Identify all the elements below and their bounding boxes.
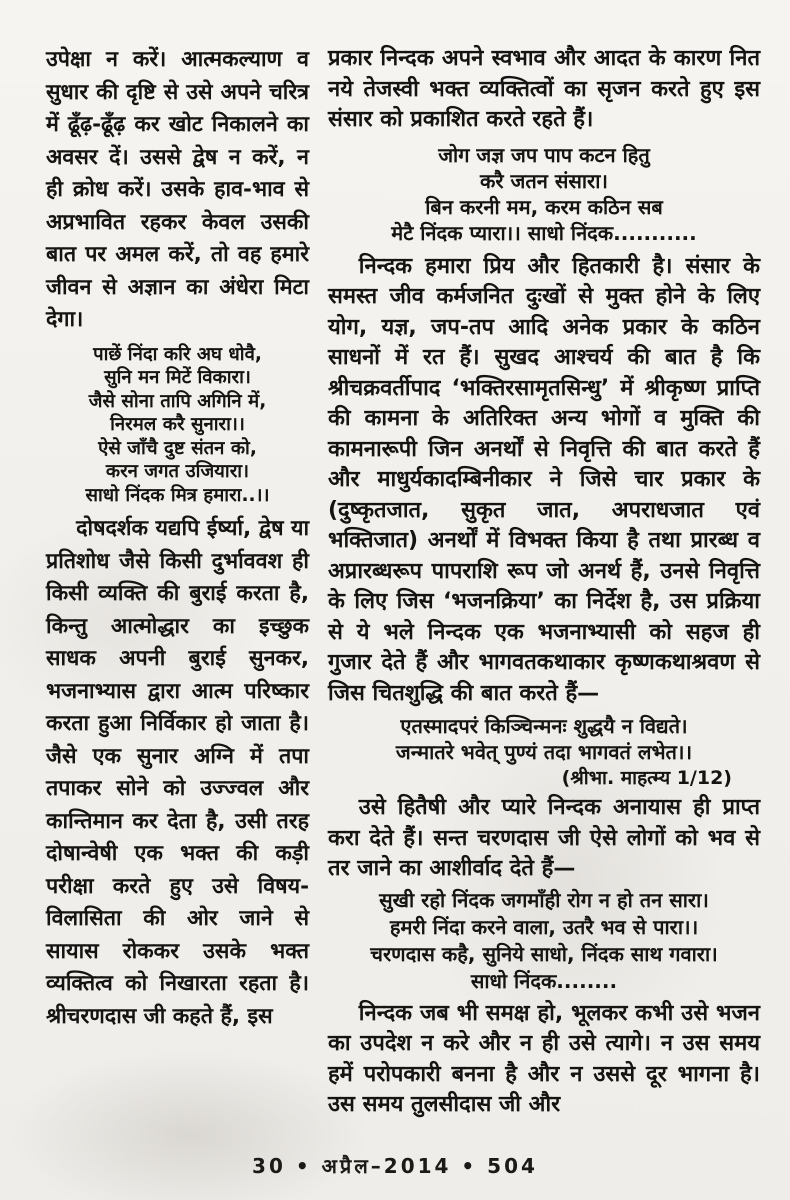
verse-line: मेटै निंदक प्यारा।। साधो निंदक........... (391, 220, 697, 245)
right-paragraph-1: प्रकार निन्दक अपने स्वभाव और आदत के कारण नित नये तेजस्वी भक्त व्यक्तित्वों का सृजन करते हुए इस संसार को प्रकाशित करते रहते हैं। (328, 46, 760, 132)
left-paragraph-2: दोषदर्शक यद्यपि ईर्ष्या, द्वेष या प्रतिशोध जैसे किसी दुर्भाववश ही किसी व्यक्ति की बुराई करता है, किन्तु आत्मोद्धार का इच्छुक साधक अपनी बुराई सुनकर, भजनाभ्यास द्वारा आत्म परिष्कार करता हुआ निर्विकार हो जाता है। जैसे एक सुनार अग्नि में तपा तपाकर सोने को उज्ज्वल और कान्तिमान कर देता है, उसी तरह दोषान्वेषी एक भक्त की कड़ी परीक्षा करते हुए उसे विषय-विलासिता की ओर जाने से सायास रोककर उसके भक्त व्यक्तित्व को निखारता रहता है। श्रीचरणदास जी कहते हैं, इस (46, 516, 310, 1029)
verse-line: सुनि मन मिटें विकारा। (104, 367, 251, 388)
left-verse-nindak-mitra (46, 343, 309, 508)
verse-line: जैसे सोना तापि अगिनि में, (88, 390, 267, 412)
right-column (328, 44, 760, 1121)
left-column (46, 44, 309, 1033)
verse-line: जोग जज्ञ जप पाप कटन हितु (438, 142, 650, 167)
verse-line: साधो निंदक........ (470, 968, 618, 993)
verse-line: जन्मातरे भवेत् पुण्यं तदा भागवतं लभेत।। (395, 740, 693, 764)
verse-line: बिन करनी मम, करम कठिन सब (425, 194, 663, 219)
verse-line: साधो निंदक मित्र हमारा..।। (85, 484, 270, 506)
page-footer: 30 • अप्रैल–2014 • 504 (252, 1154, 538, 1178)
sanskrit-shloka (328, 713, 760, 791)
verse-line: चरणदास कहै, सुनिये साधो, निंदक साथ गवारा। (370, 941, 718, 966)
right-verse-jog-jagya (328, 142, 760, 246)
left-paragraph-1: उपेक्षा न करें। आत्मकल्याण व सुधार की दृष्टि से उसे अपने चरित्र में ढूँढ़-ढूँढ़ कर खोट निकालने का अवसर दें। उससे द्वेष न करें, न ही क्रोध करें। उसके हाव-भाव से अप्रभावित रहकर केवल उसकी बात पर अमल करें, तो वह हमारे जीवन से अज्ञान का अंधेरा मिटा देगा। (46, 47, 309, 332)
verse-line: ऐसे जाँचै दुष्ट संतन को, (98, 437, 257, 459)
verse-line: पाछें निंदा करि अघ धोवै, (93, 343, 262, 365)
verse-line: निरमल करै सुनारा।। (110, 414, 245, 435)
verse-line: एतस्मादपरं किञ्चिन्मनः शुद्धयै न विद्यते। (400, 714, 688, 738)
right-paragraph-2: निन्दक हमारा प्रिय और हितकारी है। संसार के समस्त जीव कर्मजनित दुःखों से मुक्त होने के लिए योग, यज्ञ, जप-तप आदि अनेक प्रकार के कठिन साधनों में रत हैं। सुखद आश्चर्य की बात है कि श्रीचक्रवर्तीपाद ‘भक्तिरसामृतसिन्धु’ में श्रीकृष्ण प्राप्ति की कामना के अतिरिक्त अन्य भोगों व मुक्ति की कामनारूपी जिन अनर्थों से निवृत्ति की बात करते हैं और माधुर्यकादम्बिनीकार ने जिसे चार प्रकार के (दुष्कृतजात, सुकृत जात, अपराधजात एवं भक्तिजात) अनर्थों में विभक्त किया है तथा प्रारब्ध व अप्रारब्धरूप पापराशि रूप जो अनर्थ हैं, उनसे निवृत्ति के लिए जिस ‘भजनक्रिया’ का निर्देश है, उस प्रक्रिया से ये भले निन्दक एक भजनाभ्यासी को सहज ही गुजार देते हैं और भागवतकथाकार कृष्णकथाश्रवण से जिस चितशुद्धि की बात करते हैं— (328, 253, 760, 706)
shloka-citation: (श्रीभा. माहत्म्य 1/12) (561, 767, 732, 789)
right-paragraph-4: निन्दक जब भी समक्ष हो, भूलकर कभी उसे भजन का उपदेश न करे और न ही उसे त्यागे। न उस समय हमें परोपकारी बनना है और न उससे दूर भागना है। उस समय तुलसीदास जी और (328, 1000, 760, 1117)
verse-line: सुखी रहो निंदक जगमाँही रोग न हो तन सारा। (379, 887, 709, 912)
right-paragraph-3: उसे हितैषी और प्यारे निन्दक अनायास ही प्राप्त करा देते हैं। सन्त चरणदास जी ऐसे लोगों को भव से तर जाने का आशीर्वाद देते हैं— (328, 795, 760, 881)
verse-line: करन जगत उजियारा। (105, 461, 250, 482)
verse-line: करै जतन संसारा। (480, 168, 608, 193)
verse-line: हमरी निंदा करने वाला, उतरै भव से पारा।। (389, 914, 699, 939)
charandas-verse (328, 887, 760, 995)
